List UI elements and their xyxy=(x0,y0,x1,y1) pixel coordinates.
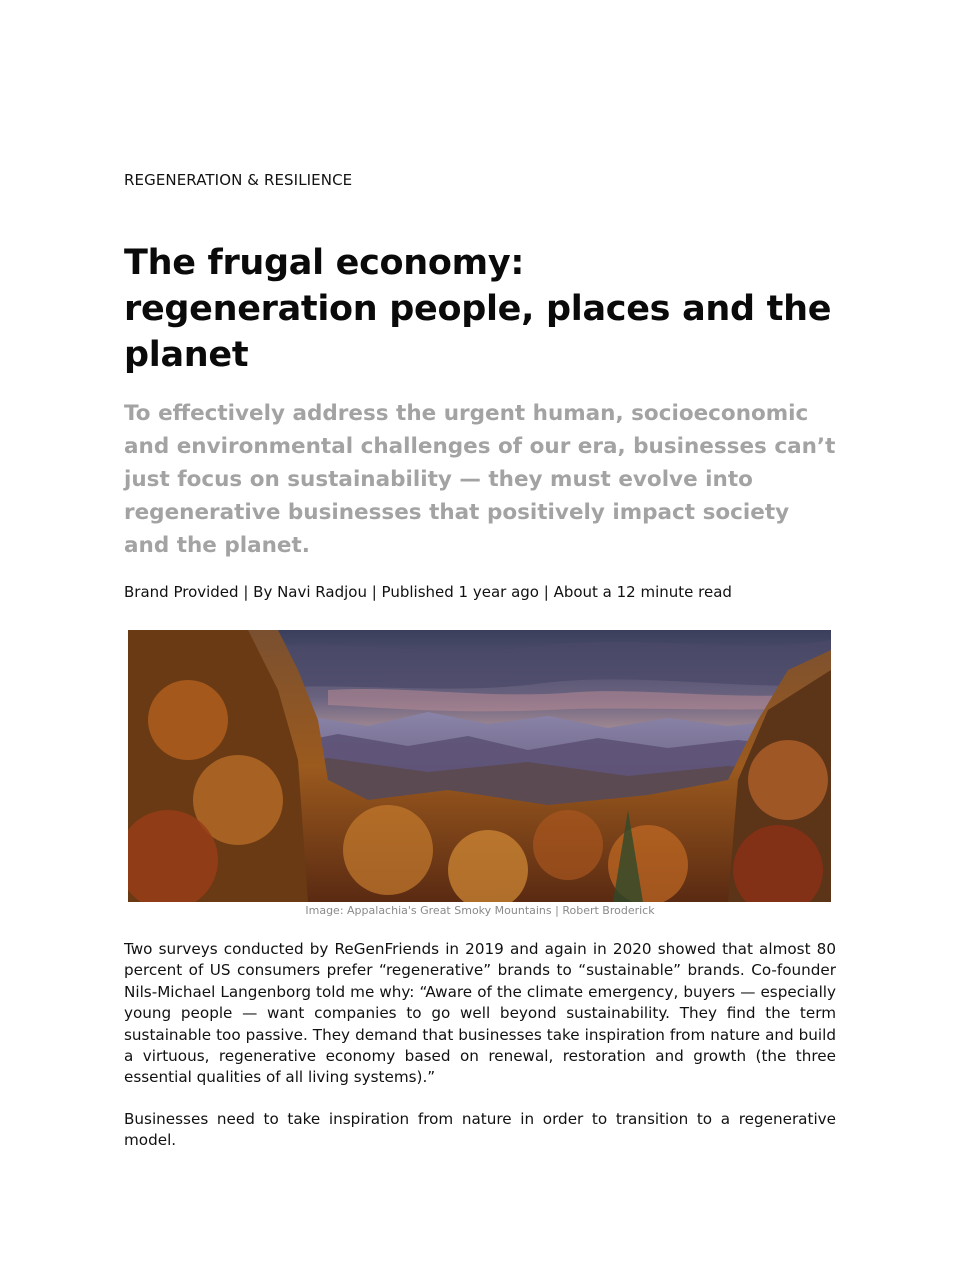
article-byline: Brand Provided | By Navi Radjou | Published 1 year ago | About a 12 minute read xyxy=(124,583,732,601)
hero-image-smoky-mountains xyxy=(128,630,831,902)
image-caption: Image: Appalachia's Great Smoky Mountains | Robert Broderick xyxy=(305,904,655,917)
article-title xyxy=(124,240,836,378)
body-paragraph: Businesses need to take inspiration from nature in order to transition to a regenerative model. xyxy=(124,1110,836,1150)
body-paragraph: Two surveys conducted by ReGenFriends in 2019 and again in 2020 showed that almost 80 percent of US consumers prefer “regenerative” brands to “sustainable” brands. Co-founder Nils-Michael Langenborg told me why: “Aware of the climate emergency, buyers — especially young people — want companies to go well beyond sustainability. They find the term sustainable too passive. They demand that businesses take inspiration from nature and build a virtuous, regenerative economy based on renewal, restoration and growth (the three essential qualities of all living systems).” xyxy=(124,940,836,1087)
article-title-line: regeneration people, places and the xyxy=(124,289,832,329)
article-title-line: planet xyxy=(124,335,249,375)
article-title-line: The frugal economy: xyxy=(124,243,525,283)
article-subtitle: To effectively address the urgent human, socioeconomic and environmental challenges of our era, businesses can’t just focus on sustainability — they must evolve into regenerative businesses that positively impact society and the planet. xyxy=(124,401,836,558)
section-label[interactable]: REGENERATION & RESILIENCE xyxy=(124,171,353,189)
